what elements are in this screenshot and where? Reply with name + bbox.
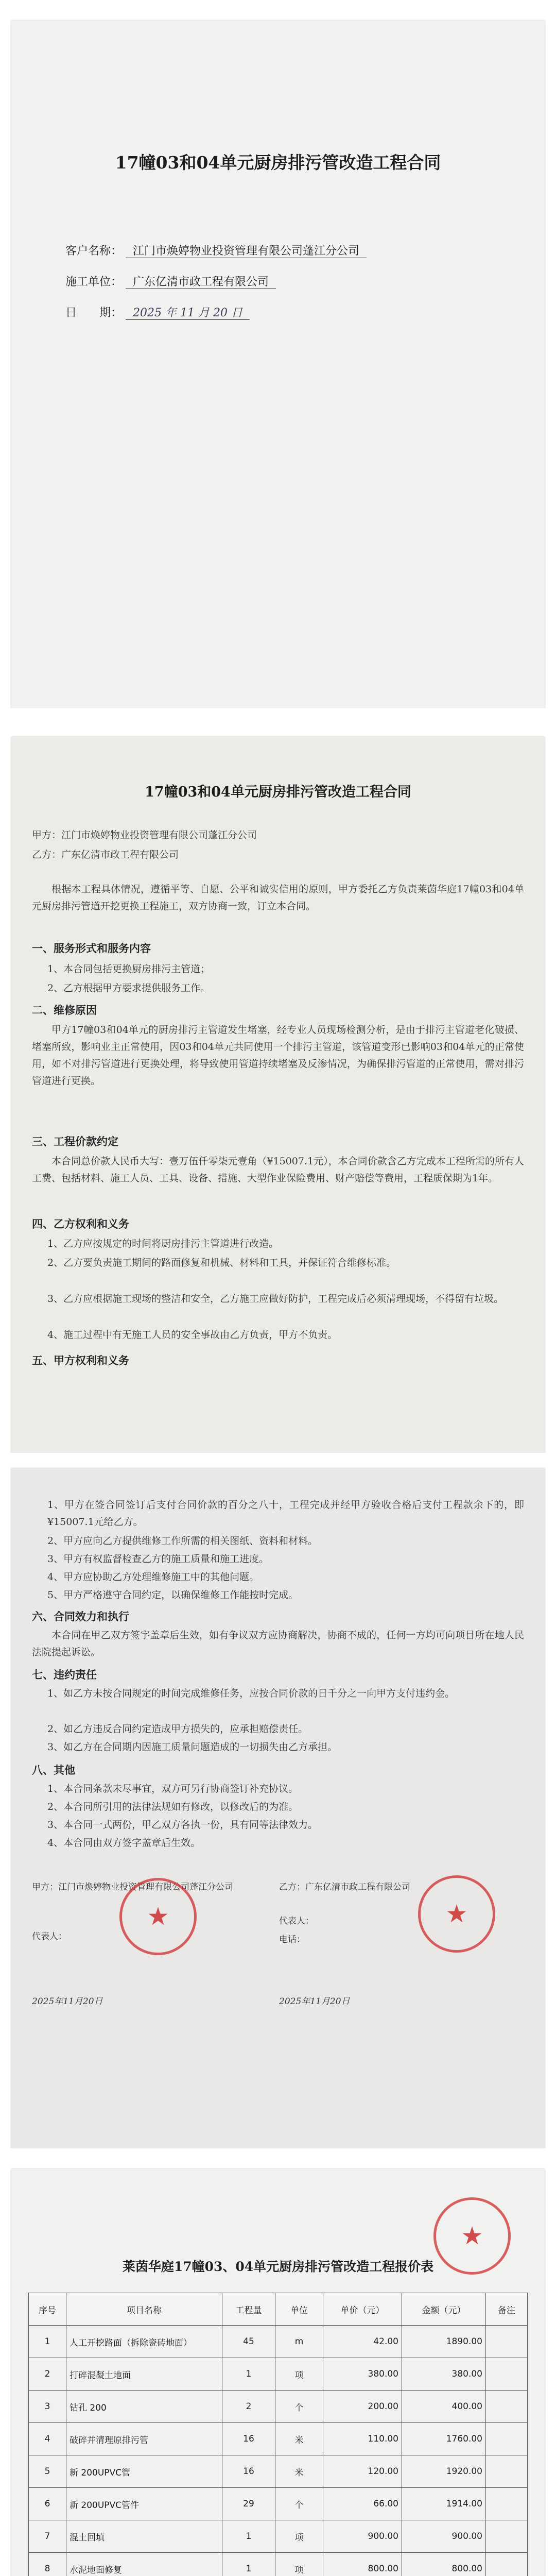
page-gap [0, 1453, 556, 1468]
table-cell: 个 [275, 2488, 323, 2520]
builder-label: 施工单位： [65, 276, 123, 289]
table-row [29, 2391, 528, 2423]
section-7-item-2: 2、如乙方违反合同约定造成甲方损失的，应承担赔偿责任。 [47, 1723, 308, 1735]
section-5-heading: 五、甲方权利和义务 [32, 1354, 129, 1367]
table-cell: 米 [275, 2455, 323, 2488]
sign-party-a-name: 甲方：江门市焕婷物业投资管理有限公司蓬江分公司 [32, 1882, 233, 1892]
table-cell: 800.00 [323, 2553, 402, 2576]
page-contract-2 [11, 1468, 545, 2148]
table-cell: 混土回填 [66, 2520, 222, 2553]
builder-row [65, 273, 276, 289]
table-cell: 7 [29, 2520, 66, 2553]
section-8-item-4: 4、本合同由双方签字盖章后生效。 [47, 1837, 201, 1849]
table-cell: 个 [275, 2391, 323, 2423]
section-7-heading: 七、违约责任 [32, 1668, 97, 1681]
date-row [65, 304, 250, 320]
table-cell: 900.00 [402, 2520, 486, 2553]
table-cell: 16 [222, 2455, 275, 2488]
table-cell: 2 [222, 2391, 275, 2423]
table-cell [486, 2391, 528, 2423]
contract-title: 17幢03和04单元厨房排污管改造工程合同 [145, 784, 411, 800]
table-cell [486, 2553, 528, 2576]
table-cell: 900.00 [323, 2520, 402, 2553]
section-3-heading: 三、工程价款约定 [32, 1135, 118, 1148]
table-cell: 5 [29, 2455, 66, 2488]
table-row [29, 2520, 528, 2553]
cover-title: 17幢03和04单元厨房排污管改造工程合同 [115, 152, 441, 173]
table-header-row [29, 2293, 528, 2326]
table-cell: 4 [29, 2423, 66, 2455]
header-cell: 金额（元） [402, 2293, 486, 2326]
table-row [29, 2358, 528, 2391]
client-row [65, 242, 367, 258]
company-seal-b [418, 1875, 495, 1953]
table-cell: 钻孔 200 [66, 2391, 222, 2423]
party-a: 甲方：江门市焕婷物业投资管理有限公司蓬江分公司 [32, 829, 257, 841]
section-1-heading: 一、服务形式和服务内容 [32, 942, 151, 955]
table-row [29, 2553, 528, 2576]
table-cell: 项 [275, 2553, 323, 2576]
table-cell: 8 [29, 2553, 66, 2576]
sign-party-a-date: 2025年11月20日 [32, 1996, 103, 2007]
section-1-item-1: 1、本合同包括更换厨房排污主管道； [47, 963, 211, 975]
sign-party-b-rep: 代表人： [279, 1916, 314, 1926]
party-b: 乙方：广东亿清市政工程有限公司 [32, 849, 179, 860]
page-quotation [11, 2169, 545, 2576]
table-row [29, 2488, 528, 2520]
page-cover [11, 21, 545, 708]
table-cell: 1 [222, 2520, 275, 2553]
header-cell: 单价（元） [323, 2293, 402, 2326]
table-cell: 项 [275, 2358, 323, 2391]
table-cell: 1760.00 [402, 2423, 486, 2455]
table-cell: 800.00 [402, 2553, 486, 2576]
table-cell: 45 [222, 2326, 275, 2358]
section-8-item-3: 3、本合同一式两份，甲乙双方各执一份，具有同等法律效力。 [47, 1819, 318, 1831]
section-2-body: 甲方17幢03和04单元的厨房排污主管道发生堵塞，经专业人员现场检测分析，是由于排污主管道老化破损、堵塞所致，影响业主正常使用，因03和04单元共同使用一个排污主管道，该管道变形已影响03和04单元的正常使用，如不对排污管道进行更换处理，将导致使用管道持续堵塞及反渗情况，为确保排污管道的正常使用，需对排污管道进行更换。 [32, 1024, 524, 1087]
section-4-item-4: 4、施工过程中有无施工人员的安全事故由乙方负责，甲方不负责。 [47, 1329, 338, 1341]
table-cell: 破碎并清理原排污管 [66, 2423, 222, 2455]
table-cell: 1914.00 [402, 2488, 486, 2520]
table-cell: 新 200UPVC管 [66, 2455, 222, 2488]
section-8-item-1: 1、本合同条款未尽事宜，双方可另行协商签订补充协议。 [47, 1783, 299, 1794]
table-cell [486, 2423, 528, 2455]
table-cell: 380.00 [323, 2358, 402, 2391]
quotation-table-body [29, 2326, 528, 2576]
table-cell: 29 [222, 2488, 275, 2520]
section-7-item-1: 1、如乙方未按合同规定的时间完成维修任务，应按合同价款的日千分之一向甲方支付违约金。 [47, 1688, 455, 1699]
section-6-heading: 六、合同效力和执行 [32, 1610, 129, 1623]
table-cell: 400.00 [402, 2391, 486, 2423]
table-cell: 项 [275, 2520, 323, 2553]
header-cell: 单位 [275, 2293, 323, 2326]
section-1-item-2: 2、乙方根据甲方要求提供服务工作。 [47, 982, 211, 994]
table-cell: 1 [222, 2358, 275, 2391]
table-row [29, 2455, 528, 2488]
page-gap [0, 708, 556, 737]
table-cell [486, 2358, 528, 2391]
table-cell: 打碎混凝土地面 [66, 2358, 222, 2391]
table-cell: 新 200UPVC管件 [66, 2488, 222, 2520]
seal-star-icon: ★ [461, 2222, 483, 2250]
table-cell: 1890.00 [402, 2326, 486, 2358]
table-cell: 水泥地面修复 [66, 2553, 222, 2576]
header-cell: 备注 [486, 2293, 528, 2326]
sign-party-b-date: 2025年11月20日 [279, 1996, 350, 2007]
table-row [29, 2326, 528, 2358]
table-cell [486, 2488, 528, 2520]
section-7-item-3: 3、如乙方在合同期内因施工质量问题造成的一切损失由乙方承担。 [47, 1741, 338, 1753]
party-a-duty-4: 4、甲方应协助乙方处理维修施工中的其他问题。 [47, 1571, 259, 1583]
sign-party-b-name: 乙方：广东亿清市政工程有限公司 [279, 1882, 410, 1892]
table-cell [486, 2455, 528, 2488]
table-cell: 1920.00 [402, 2455, 486, 2488]
page-gap [0, 2148, 556, 2169]
section-6-body: 本合同在甲乙双方签字盖章后生效，如有争议双方应协商解决，协商不成的，任何一方均可向项目所在地人民法院提起诉讼。 [32, 1630, 524, 1658]
section-2-heading: 二、维修原因 [32, 1004, 97, 1016]
table-cell [486, 2326, 528, 2358]
seal-star-icon: ★ [147, 1902, 169, 1931]
section-4-item-2: 2、乙方要负责施工期间的路面修复和机械、材料和工具，并保证符合维修标准。 [47, 1257, 396, 1268]
page-contract-1 [11, 737, 545, 1453]
quotation-title: 莱茵华庭17幢03、04单元厨房排污管改造工程报价表 [122, 2259, 434, 2274]
party-a-duty-1: 1、甲方在签合同签订后支付合同价款的百分之八十，工程完成并经甲方验收合格后支付工程款余下的，即¥15007.1元给乙方。 [47, 1499, 524, 1528]
header-cell: 工程量 [222, 2293, 275, 2326]
party-a-duty-2: 2、甲方应向乙方提供维修工作所需的相关图纸、资料和材料。 [47, 1535, 318, 1547]
table-row [29, 2423, 528, 2455]
table-cell: 200.00 [323, 2391, 402, 2423]
table-cell: 1 [29, 2326, 66, 2358]
table-cell: m [275, 2326, 323, 2358]
table-cell: 380.00 [402, 2358, 486, 2391]
table-cell: 66.00 [323, 2488, 402, 2520]
section-8-heading: 八、其他 [32, 1764, 75, 1776]
client-label: 客户名称： [65, 245, 123, 258]
table-cell: 120.00 [323, 2455, 402, 2488]
header-cell: 项目名称 [66, 2293, 222, 2326]
table-cell: 42.00 [323, 2326, 402, 2358]
date-label: 日 期： [65, 307, 123, 319]
sign-party-a-rep: 代表人： [32, 1931, 67, 1942]
section-4-heading: 四、乙方权利和义务 [32, 1217, 129, 1230]
builder-value: 广东亿清市政工程有限公司 [126, 276, 276, 289]
table-cell [486, 2520, 528, 2553]
header-cell: 序号 [29, 2293, 66, 2326]
table-cell: 16 [222, 2423, 275, 2455]
seal-star-icon: ★ [445, 1900, 468, 1928]
party-a-duty-5: 5、甲方严格遵守合同约定，以确保维修工作能按时完成。 [47, 1589, 299, 1601]
party-a-duty-3: 3、甲方有权监督检查乙方的施工质量和施工进度。 [47, 1553, 269, 1565]
table-cell: 2 [29, 2358, 66, 2391]
section-4-item-3: 3、乙方应根据施工现场的整洁和安全，乙方施工应做好防护，工程完成后必须清理现场，不得留有垃圾。 [47, 1293, 504, 1304]
quotation-seal [433, 2197, 511, 2275]
section-3-body: 本合同总价款人民币大写：壹万伍仟零柒元壹角（¥15007.1元），本合同价款含乙方完成本工程所需的所有人工费、包括材料、施工人员、工具、设备、措施、大型作业保险费用、财产赔偿等费用，工程质保期为1年。 [32, 1156, 524, 1184]
intro-paragraph: 根据本工程具体情况，遵循平等、自愿、公平和诚实信用的原则，甲方委托乙方负责莱茵华庭17幢03和04单元厨房排污管道开挖更换工程施工，双方协商一致，订立本合同。 [32, 884, 524, 912]
table-cell: 人工开挖路面（拆除瓷砖地面） [66, 2326, 222, 2358]
sign-party-b-phone: 电话： [279, 1935, 305, 1945]
table-cell: 110.00 [323, 2423, 402, 2455]
quotation-table [28, 2293, 528, 2576]
company-seal-a [119, 1878, 197, 1955]
table-cell: 米 [275, 2423, 323, 2455]
section-4-item-1: 1、乙方应按规定的时间将厨房排污主管道进行改造。 [47, 1238, 279, 1249]
section-8-item-2: 2、本合同所引用的法律法规如有修改，以修改后的为准。 [47, 1801, 299, 1812]
date-value: 2025 年 11 月 20 日 [126, 307, 250, 320]
table-cell: 1 [222, 2553, 275, 2576]
table-cell: 6 [29, 2488, 66, 2520]
client-value: 江门市焕婷物业投资管理有限公司蓬江分公司 [126, 245, 367, 258]
table-cell: 3 [29, 2391, 66, 2423]
